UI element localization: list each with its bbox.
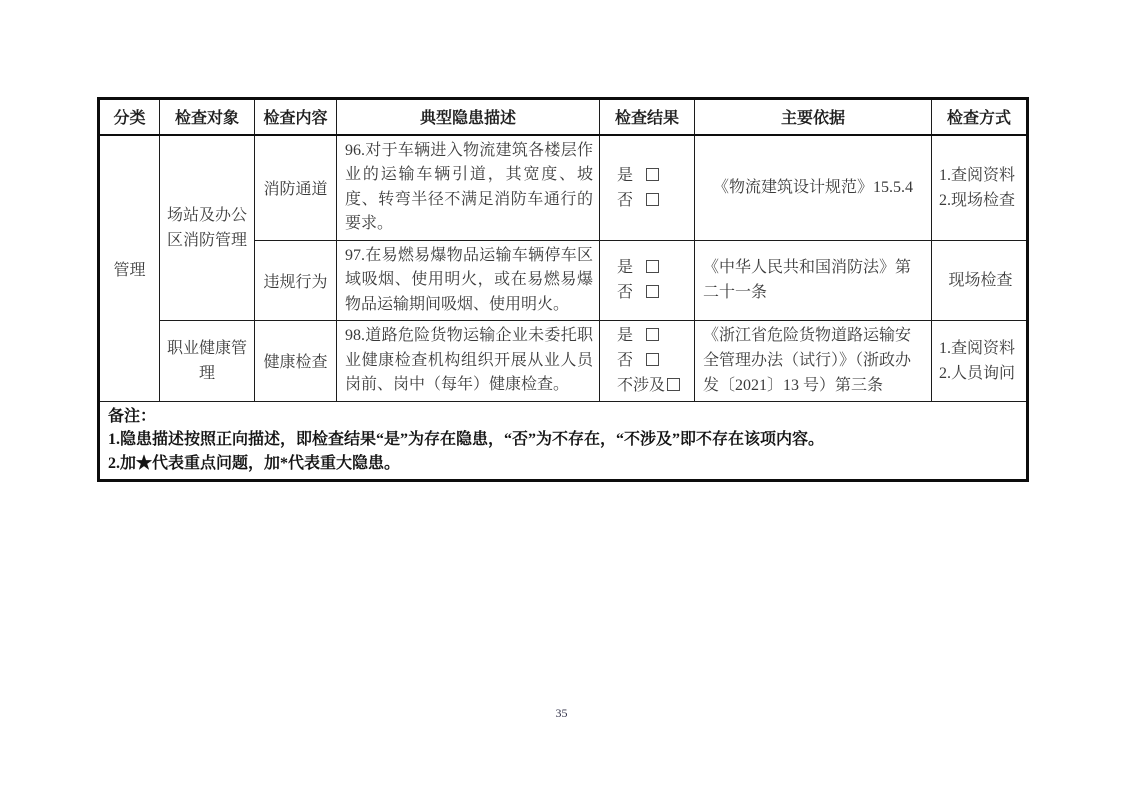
header-cell-hazard: 典型隐患描述	[337, 99, 600, 135]
checkbox-icon	[646, 168, 659, 181]
header-cell-category: 分类	[99, 99, 160, 135]
notes-line-1: 1.隐患描述按照正向描述，即检查结果“是”为存在隐患，“否”为不存在，“不涉及”即不存在该项内容。	[108, 431, 825, 448]
cell-method-0	[932, 135, 1028, 241]
header-cell-method: 检查方式	[932, 99, 1028, 135]
cell-hazard-2: 98.道路危险货物运输企业未委托职业健康检查机构组织开展从业人员岗前、岗中（每年）健康检查。	[337, 321, 600, 402]
cell-basis-0: 《物流建筑设计规范》15.5.4	[695, 135, 932, 241]
cell-object-fire: 场站及办公区消防管理	[160, 135, 255, 321]
inspection-checklist-table	[97, 97, 1029, 482]
notes-row	[99, 401, 1028, 481]
result-label: 是	[617, 327, 634, 345]
cell-result-2	[600, 321, 695, 402]
header-cell-basis: 主要依据	[695, 99, 932, 135]
checkbox-icon	[646, 193, 659, 206]
table-row	[99, 135, 1028, 241]
table-header-row	[99, 99, 1028, 135]
method-line: 1.查阅资料	[939, 166, 1016, 184]
checkbox-icon	[646, 353, 659, 366]
notes-title: 备注：	[108, 407, 157, 425]
method-line: 2.人员询问	[939, 364, 1016, 382]
header-cell-result: 检查结果	[600, 99, 695, 135]
cell-hazard-1: 97.在易燃易爆物品运输车辆停车区域吸烟、使用明火，或在易燃易爆物品运输期间吸烟、使用明火。	[337, 240, 600, 321]
result-label: 否	[617, 284, 634, 302]
result-label: 是	[617, 166, 634, 184]
checkbox-icon	[646, 260, 659, 273]
result-label: 否	[617, 191, 634, 209]
cell-object-health: 职业健康管理	[160, 321, 255, 402]
cell-content-2: 健康检查	[255, 321, 337, 402]
notes-section	[99, 401, 1028, 481]
result-option-no	[617, 188, 694, 213]
cell-result-1	[600, 240, 695, 321]
result-option-no	[617, 280, 694, 305]
checkbox-icon	[667, 378, 680, 391]
checkbox-icon	[646, 285, 659, 298]
cell-hazard-0: 96.对于车辆进入物流建筑各楼层作业的运输车辆引道，其宽度、坡度、转弯半径不满足消防车通行的要求。	[337, 135, 600, 241]
checkbox-icon	[646, 328, 659, 341]
page-number: 35	[555, 706, 568, 720]
table-row	[99, 321, 1028, 402]
cell-basis-1: 《中华人民共和国消防法》第二十一条	[695, 240, 932, 321]
cell-method-2	[932, 321, 1028, 402]
cell-method-1: 现场检查	[932, 240, 1028, 321]
result-label: 否	[617, 352, 634, 370]
method-line: 2.现场检查	[939, 191, 1016, 209]
cell-result-0	[600, 135, 695, 241]
notes-line-2: 2.加★代表重点问题，加*代表重大隐患。	[108, 454, 401, 472]
cell-category: 管理	[99, 135, 160, 402]
result-option-yes	[617, 323, 694, 348]
result-option-na	[617, 373, 694, 398]
cell-content-1: 违规行为	[255, 240, 337, 321]
result-option-yes	[617, 163, 694, 188]
header-cell-object: 检查对象	[160, 99, 255, 135]
result-label: 是	[617, 259, 634, 277]
result-label: 不涉及	[617, 377, 666, 395]
cell-basis-2: 《浙江省危险货物道路运输安全管理办法（试行）》（浙政办发〔2021〕13 号）第三条	[695, 321, 932, 402]
result-option-yes	[617, 255, 694, 280]
header-cell-content: 检查内容	[255, 99, 337, 135]
result-option-no	[617, 348, 694, 373]
method-line: 1.查阅资料	[939, 339, 1016, 357]
cell-content-0: 消防通道	[255, 135, 337, 241]
